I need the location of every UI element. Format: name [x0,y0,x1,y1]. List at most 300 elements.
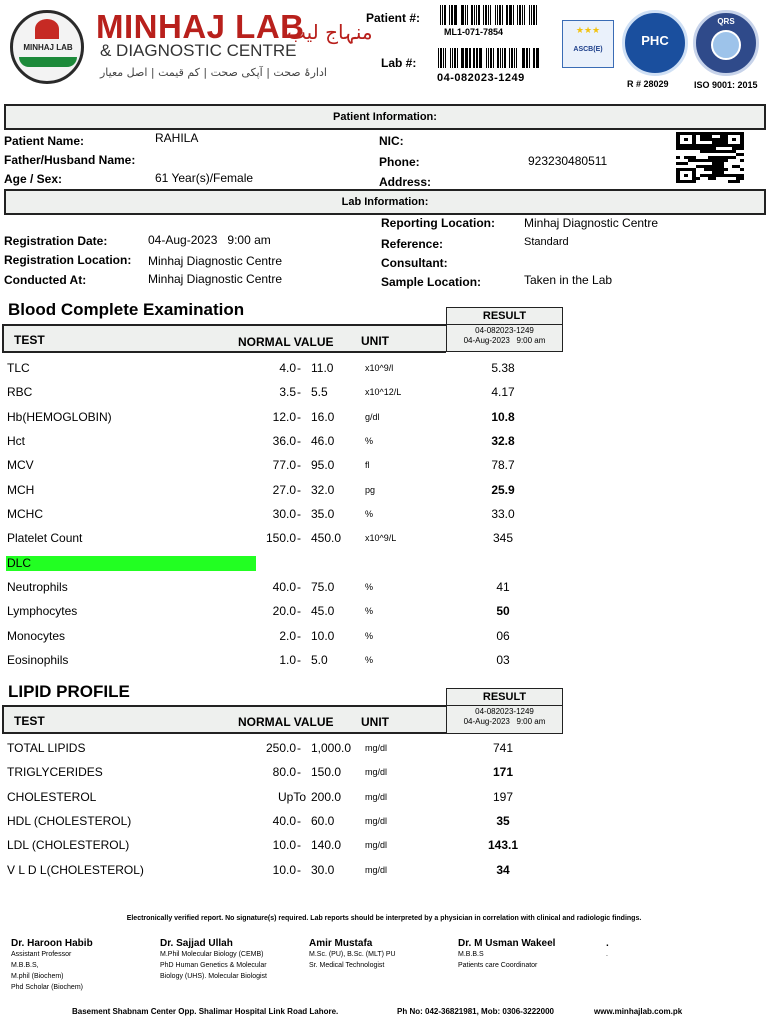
barcode-bar [458,5,460,25]
barcode-bar [511,48,513,68]
test-result: 50 [496,604,510,619]
signatory-credential: Biology (UHS). Molecular Biologist [160,973,267,980]
test-result: 4.17 [491,385,515,400]
registration-location: Minhaj Diagnostic Centre [148,254,283,268]
reference-value: Standard [524,236,569,248]
test-result: 345 [492,531,514,546]
barcode-bar [462,5,463,25]
test-result: 06 [496,628,510,643]
barcode-bar [488,48,489,68]
lab-number-label: Lab #: [381,56,417,70]
barcode-bar [449,5,450,25]
normal-high: 450.0 [311,531,342,546]
barcode-bar [493,48,494,68]
test-result: 25.9 [491,482,515,497]
barcode-bar [514,48,515,68]
lipid-table-header [2,705,446,734]
test-result: 5.38 [491,361,515,375]
dlc-label: DLC [7,556,32,570]
brand-tagline: ادارۂ صحت | آپکی صحت | کم قیمت | اصل معیار [100,66,327,79]
barcode-bar [502,5,503,25]
test-result: 34 [496,862,510,877]
normal-low: 150.0 [265,531,296,546]
test-row [0,410,768,434]
address-label: Address: [379,175,432,189]
barcode-bar [490,48,492,68]
barcode-bar [457,48,458,68]
range-dash: - [297,765,301,780]
test-unit: x10^9/L [365,533,397,544]
normal-low: 12.0 [272,409,296,424]
normal-low: 36.0 [272,433,296,448]
range-dash: - [297,361,301,375]
qrs-iso-seal [693,10,759,76]
test-unit: pg [365,484,376,495]
signatory-name: Amir Mustafa [309,938,373,949]
test-unit: mg/dl [365,864,388,875]
normal-low: 27.0 [272,482,296,497]
test-row [0,434,768,458]
normal-high: 30.0 [311,862,335,877]
test-name: CHOLESTEROL [7,789,97,804]
barcode-bar [499,5,501,25]
cbc-result-label: RESULT [447,308,562,325]
registration-date: 04-Aug-2023 9:00 am [148,233,271,247]
test-result: 197 [492,789,514,804]
test-row [0,838,768,862]
barcode-bar [531,5,532,25]
test-row [0,790,768,814]
barcode-bar [474,5,475,25]
barcode-bar [447,48,449,68]
lab-barcode [436,48,540,68]
lab-number: 04-082023-1249 [437,72,525,84]
cbc-section-title: Blood Complete Examination [8,300,245,319]
signatory-credential: M.phil (Biochem) [11,973,64,980]
signatory [11,938,93,993]
range-dash: - [297,862,301,877]
test-name: Hb(HEMOGLOBIN) [7,409,112,424]
normal-high: 32.0 [311,482,335,497]
range-dash: - [297,604,301,619]
normal-high: 45.0 [311,604,335,619]
signatory-credential: . [606,951,608,958]
lipid-result-label: RESULT [447,689,562,706]
normal-high: 10.0 [311,628,335,643]
age-sex: 61 Year(s)/Female [155,171,254,185]
test-row [0,863,768,887]
sample-location-label: Sample Location: [381,275,482,289]
barcode-bar [438,48,439,68]
test-name: Eosinophils [7,652,69,667]
range-dash: - [297,580,301,594]
signatory-credential: Sr. Medical Technologist [309,962,385,969]
ascb-accreditation-badge [562,20,614,68]
cbc-col-test: TEST [14,333,45,347]
phc-seal-text: PHC [641,33,669,48]
barcode-bar [492,5,494,25]
barcode-bar [526,48,528,68]
cbc-col-normal-value: NORMAL VALUE [238,335,334,349]
test-unit: mg/dl [365,815,388,826]
normal-low: UpTo [277,789,306,804]
normal-high: 5.0 [311,652,328,667]
test-unit: mg/dl [365,743,388,753]
test-result: 32.8 [491,433,515,448]
barcode-bar [516,48,517,68]
barcode-bar [451,5,453,25]
patient-name-label: Patient Name: [4,134,85,148]
barcode-bar [481,5,482,25]
lipid-result-lab-no: 04-082023-1249 [475,707,534,716]
patient-number-label: Patient #: [366,11,421,25]
range-dash: - [297,433,301,448]
test-unit: % [365,654,374,665]
test-unit: % [365,508,374,519]
barcode-bar [524,5,525,25]
normal-low: 20.0 [272,604,296,619]
reporting-location-label: Reporting Location: [381,216,495,230]
brand-urdu: منہاج لیب [287,20,373,44]
normal-high: 46.0 [311,433,335,448]
barcode-bar [480,48,481,68]
normal-high: 11.0 [311,361,334,375]
barcode-bar [476,48,478,68]
test-row [0,531,768,555]
cbc-result-date: 04-Aug-2023 9:00 am [463,336,546,345]
normal-high: 95.0 [311,458,335,473]
normal-low: 10.0 [272,838,296,853]
barcode-bar [510,5,511,25]
signatory [458,938,555,971]
range-dash: - [297,506,301,521]
barcode-bar [473,48,474,68]
normal-high: 5.5 [311,385,328,400]
lipid-section-title: LIPID PROFILE [8,682,130,701]
test-result: 143.1 [487,838,519,853]
range-dash: - [297,531,301,546]
signatory-credential: Phd Scholar (Biochem) [11,984,83,991]
lab-information-bar [4,189,766,215]
patient-information-title: Patient Information: [333,111,437,123]
barcode-bar [466,48,467,68]
sample-location: Taken in the Lab [524,273,613,287]
barcode-bar [478,5,480,25]
test-unit: x10^9/l [365,363,394,373]
barcode-bar [444,5,446,25]
barcode-bar [469,48,471,68]
qr-module [740,180,744,183]
range-dash: - [297,409,301,424]
range-dash: - [297,458,301,473]
test-name: MCH [7,482,35,497]
globe-icon [711,30,741,60]
range-dash: - [297,838,301,853]
signatory-credential: M.B.B.S, [11,962,39,969]
barcode-bar [440,48,442,68]
test-row [0,765,768,789]
cbc-table-header [2,324,446,353]
barcode-bar [485,5,487,25]
signatory-credential: M.Sc. (PU), B.Sc. (MLT) PU [309,951,396,958]
normal-high: 75.0 [311,580,335,594]
barcode-bar [497,48,499,68]
range-dash: - [297,482,301,497]
barcode-bar [529,48,530,68]
test-name: Monocytes [7,628,66,643]
registration-location-label: Registration Location: [4,253,132,267]
nic-label: NIC: [379,134,404,148]
test-result: 35 [496,813,510,828]
signatory-name: Dr. Haroon Habib [11,938,93,949]
cbc-result-lab-no: 04-082023-1249 [475,326,534,335]
test-result: 10.8 [491,409,515,424]
registration-date-label: Registration Date: [4,234,108,248]
normal-high: 16.0 [311,409,335,424]
test-unit: mg/dl [365,767,388,778]
barcode-bar [537,48,538,68]
barcode-bar [530,48,531,68]
barcode-bar [469,5,470,25]
test-row [0,604,768,628]
dlc-highlight [6,556,256,571]
range-dash: - [297,385,301,400]
normal-low: 40.0 [272,813,296,828]
reporting-location: Minhaj Diagnostic Centre [524,216,659,230]
normal-low: 40.0 [272,580,296,594]
test-row [0,580,768,604]
barcode-bar [517,5,518,25]
barcode-bar [445,48,446,68]
normal-low: 4.0 [279,361,296,375]
barcode-bar [455,5,456,25]
signatory-credential: PhD Human Genetics & Molecular [160,962,267,969]
barcode-bar [495,5,496,25]
barcode-bar [471,5,473,25]
test-name: TOTAL LIPIDS [7,741,86,755]
barcode-bar [472,48,473,68]
logo-green-ribbon [19,57,77,67]
barcode-bar [436,48,437,68]
barcode-bar [518,48,520,68]
father-name-label: Father/Husband Name: [4,153,136,167]
test-row [0,483,768,507]
test-unit: % [365,606,374,617]
test-unit: % [365,582,374,592]
footer-website[interactable]: www.minhajlab.com.pk [594,1007,683,1016]
phone-label: Phone: [379,155,420,169]
normal-high: 35.0 [311,506,335,521]
range-dash: - [297,813,301,828]
brand-subtitle: & DIAGNOSTIC CENTRE [100,41,297,60]
barcode-bar [461,5,462,25]
test-row [0,385,768,409]
barcode-bar [450,48,451,68]
test-result: 41 [496,580,510,594]
lipid-col-unit: UNIT [361,715,389,729]
barcode-bar [467,5,468,25]
footer-phone: Ph No: 042-36821981, Mob: 0306-3222000 [397,1007,554,1016]
test-name: TLC [7,361,30,375]
barcode-bar [533,5,535,25]
normal-high: 140.0 [311,838,342,853]
normal-low: 30.0 [272,506,296,521]
barcode-bar [497,5,498,25]
normal-low: 80.0 [272,765,296,780]
barcode-bar [447,5,448,25]
signatory-credential: Patients care Coordinator [458,962,538,969]
lipid-col-normal-value: NORMAL VALUE [238,715,334,729]
test-unit: g/dl [365,411,380,422]
normal-high: 1,000.0 [311,741,352,755]
normal-low: 10.0 [272,862,296,877]
barcode-bar [504,48,506,68]
verification-disclaimer: Electronically verified report. No signature(s) required. Lab reports should be interpreted by a physician in correlation with clinical and radiologic findings. [126,915,642,922]
logo-text: MINHAJ LAB [23,43,73,52]
normal-low: 3.5 [279,385,296,400]
barcode-bar [443,48,444,68]
signatory-name: Dr. M Usman Wakeel [458,938,556,949]
test-unit: mg/dl [365,791,388,802]
lab-logo [10,10,84,84]
normal-low: 77.0 [272,458,296,473]
normal-low: 2.0 [279,628,296,643]
normal-high: 60.0 [311,813,335,828]
age-sex-label: Age / Sex: [4,172,63,186]
logo-leaf-icon [35,19,59,39]
barcode-bar [465,5,467,25]
barcode-bar [506,5,508,25]
barcode-bar [536,48,537,68]
test-unit: % [365,435,374,446]
test-name: TRIGLYCERIDES [7,765,103,780]
barcode-bar [488,5,489,25]
test-result: 78.7 [491,458,515,473]
conducted-at: Minhaj Diagnostic Centre [148,272,283,286]
patient-barcode [440,5,540,25]
barcode-bar [454,48,456,68]
test-name: MCHC [7,506,43,521]
range-dash: - [297,652,301,667]
signatory [309,938,396,971]
test-row [0,361,768,385]
barcode-bar [461,48,463,68]
range-dash: - [297,628,301,643]
barcode-bar [495,48,496,68]
signatory-credential: Assistant Professor [11,951,72,958]
patient-name: RAHILA [155,131,199,145]
barcode-bar [486,48,487,68]
barcode-bar [500,48,501,68]
test-row [0,653,768,677]
test-row [0,458,768,482]
test-row [0,814,768,838]
barcode-bar [476,5,477,25]
signatory [160,938,267,982]
test-result: 741 [492,741,514,755]
normal-low: 250.0 [265,741,296,755]
conducted-at-label: Conducted At: [4,273,87,287]
signatory-name: . [606,938,609,949]
normal-high: 150.0 [311,765,342,780]
test-name: V L D L(CHOLESTEROL) [7,862,144,877]
lipid-result-date: 04-Aug-2023 9:00 am [463,717,546,726]
consultant-label: Consultant: [381,256,448,270]
signatory-name: Dr. Sajjad Ullah [160,938,233,949]
brand-title: MINHAJ LAB [96,8,305,45]
phc-commission-seal [622,10,688,76]
lab-information-title: Lab Information: [341,196,429,208]
test-row [0,507,768,531]
barcode-bar [502,48,503,68]
barcode-bar [479,48,480,68]
barcode-bar [515,5,516,25]
test-unit: % [365,630,374,641]
iso-certification: ISO 9001: 2015 [694,80,758,90]
test-name: Platelet Count [7,531,83,546]
patient-number: ML1-071-7854 [444,27,504,37]
barcode-bar [522,48,523,68]
test-unit: mg/dl [365,840,388,851]
barcode-bar [454,5,455,25]
test-row [0,741,768,765]
barcode-bar [538,5,539,25]
test-name: Hct [7,433,25,448]
test-name: LDL (CHOLESTEROL) [7,838,130,853]
test-name: MCV [7,458,34,473]
ascb-badge-text: ASCB(E) [573,46,603,53]
barcode-bar [452,48,453,68]
barcode-bar [523,48,524,68]
barcode-bar [526,5,528,25]
test-unit: x10^12/L [365,387,402,398]
reference-label: Reference: [381,237,444,251]
test-result: 171 [492,765,514,780]
test-result: 03 [496,652,510,667]
barcode-bar [536,5,537,25]
registration-number: R # 28029 [627,79,669,89]
test-name: Lymphocytes [7,604,78,619]
barcode-bar [483,48,485,68]
barcode-bar [465,48,466,68]
cbc-col-unit: UNIT [361,334,389,348]
lipid-col-test: TEST [14,714,45,728]
test-name: HDL (CHOLESTEROL) [7,813,132,828]
cbc-result-header [446,307,563,352]
test-unit: fl [365,460,370,471]
barcode-bar [459,48,460,68]
normal-low: 1.0 [279,652,296,667]
barcode-bar [509,5,510,25]
barcode-bar [483,5,484,25]
ascb-stars-icon: ★★★ [575,25,601,35]
barcode-bar [490,5,491,25]
patient-information-bar [4,104,766,130]
barcode-bar [503,5,504,25]
phone-number: 923230480511 [528,154,608,168]
qrs-seal-text: QRS [717,17,735,26]
signatory-credential: M.Phil Molecular Biology (CEMB) [160,951,264,958]
barcode-bar [522,5,523,25]
barcode-bar [509,48,510,68]
signatory [606,938,609,960]
test-result: 33.0 [491,506,515,521]
lipid-result-header [446,688,563,734]
signatory-credential: M.B.B.S [458,951,484,958]
barcode-bar [519,5,521,25]
test-name: Neutrophils [7,580,68,594]
test-row [0,629,768,653]
